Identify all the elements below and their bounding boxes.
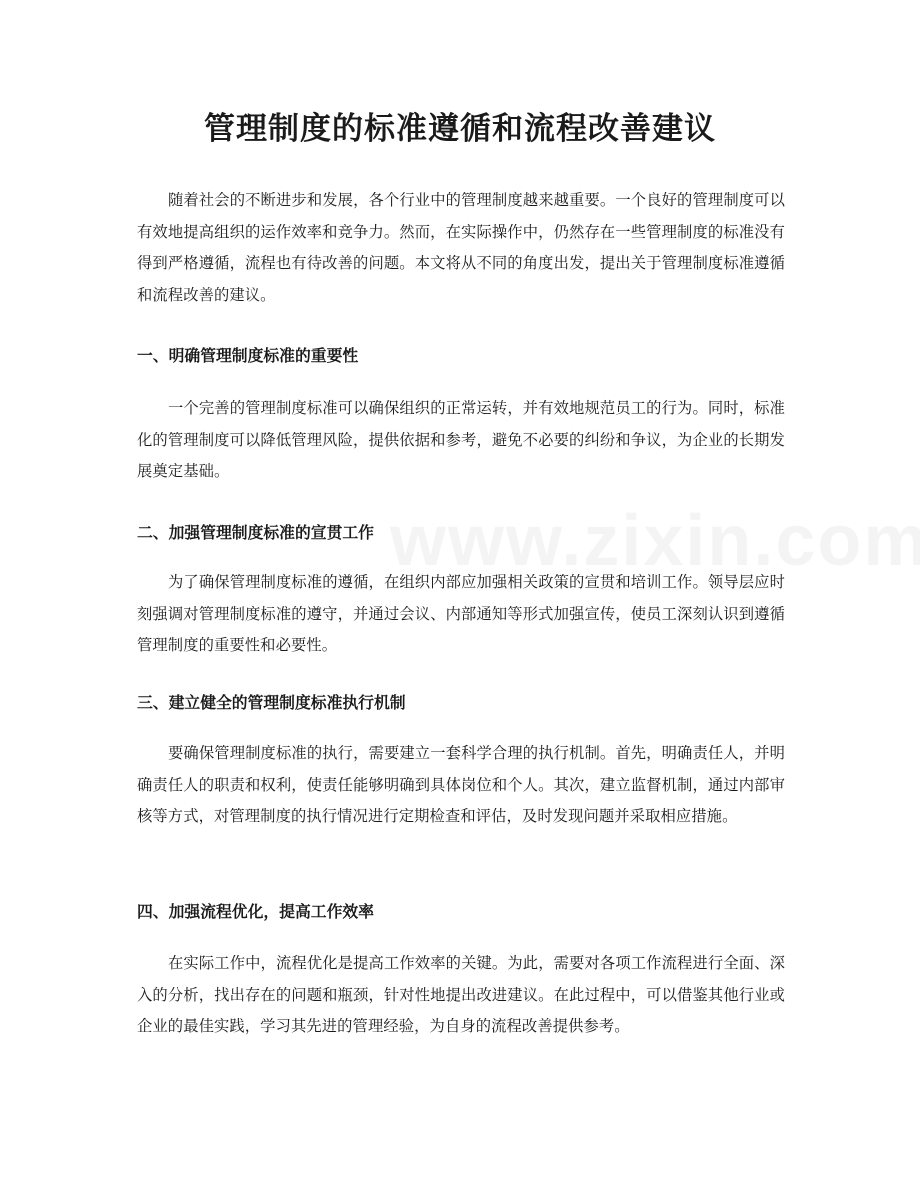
section-3-heading: 三、建立健全的管理制度标准执行机制 (137, 693, 406, 712)
section-2-heading: 二、加强管理制度标准的宣贯工作 (137, 523, 374, 542)
section-4-heading: 四、加强流程优化，提高工作效率 (137, 902, 374, 921)
section-4-paragraph: 在实际工作中，流程优化是提高工作效率的关键。为此，需要对各项工作流程进行全面、深入的分析，找出存在的问题和瓶颈，针对性地提出改进建议。在此过程中，可以借鉴其他行业或企业的最佳实践，学习其先进的管理经验，为自身的流程改善提供参考。 (137, 954, 785, 1036)
section-3-paragraph: 要确保管理制度标准的执行，需要建立一套科学合理的执行机制。首先，明确责任人，并明确责任人的职责和权利，使责任能够明确到具体岗位和个人。其次，建立监督机制，通过内部审核等方式，对管理制度的执行情况进行定期检查和评估，及时发现问题并采取相应措施。 (137, 744, 785, 826)
section-1-paragraph: 一个完善的管理制度标准可以确保组织的正常运转，并有效地规范员工的行为。同时，标准化的管理制度可以降低管理风险，提供依据和参考，避免不必要的纠纷和争议，为企业的长期发展奠定基础。 (137, 399, 785, 481)
intro-paragraph: 随着社会的不断进步和发展，各个行业中的管理制度越来越重要。一个良好的管理制度可以有效地提高组织的运作效率和竞争力。然而，在实际操作中，仍然存在一些管理制度的标准没有得到严格遵循，流程也有待改善的问题。本文将从不同的角度出发，提出关于管理制度标准遵循和流程改善的建议。 (137, 191, 785, 304)
section-1-heading: 一、明确管理制度标准的重要性 (137, 346, 359, 365)
section-2-paragraph: 为了确保管理制度标准的遵循，在组织内部应加强相关政策的宣贯和培训工作。领导层应时刻强调对管理制度标准的遵守，并通过会议、内部通知等形式加强宣传，使员工深刻认识到遵循管理制度的重要性和必要性。 (137, 573, 785, 655)
page-title: 管理制度的标准遵循和流程改善建议 (204, 111, 716, 147)
